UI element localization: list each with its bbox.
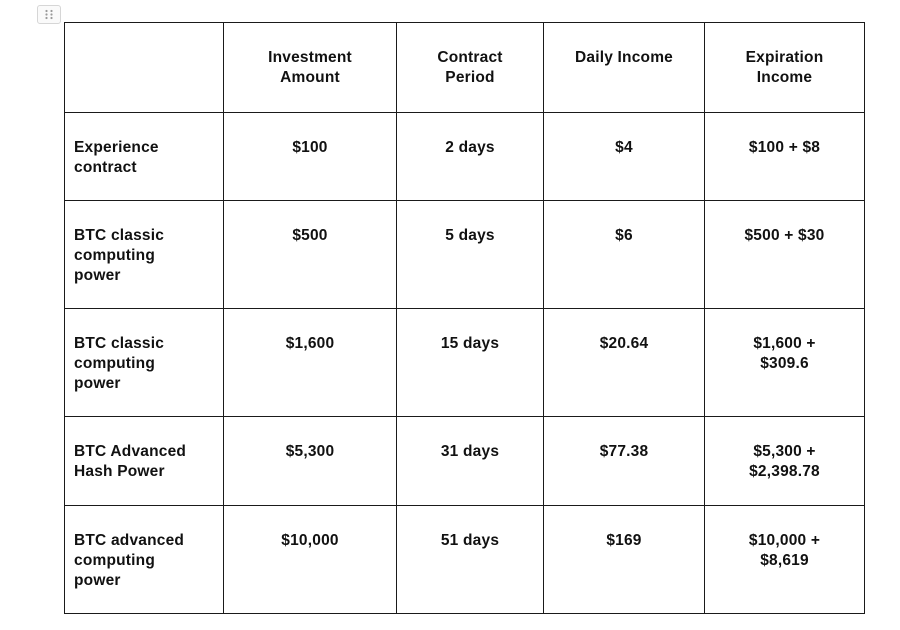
contract-plans-table bbox=[64, 22, 865, 614]
grip-dots-icon bbox=[44, 9, 54, 20]
contract-period-cell: 51 days bbox=[397, 506, 544, 614]
contract-name-cell: Experience contract bbox=[65, 113, 224, 201]
investment-amount-cell: $10,000 bbox=[224, 506, 397, 614]
table-header-row bbox=[65, 23, 865, 113]
header-contract-period: Contract Period bbox=[397, 23, 544, 113]
daily-income-cell: $77.38 bbox=[544, 417, 705, 506]
contract-name-cell: BTC Advanced Hash Power bbox=[65, 417, 224, 506]
daily-income-cell: $20.64 bbox=[544, 309, 705, 417]
header-investment-amount: Investment Amount bbox=[224, 23, 397, 113]
header-daily-income: Daily Income bbox=[544, 23, 705, 113]
investment-amount-cell: $100 bbox=[224, 113, 397, 201]
contract-period-cell: 2 days bbox=[397, 113, 544, 201]
daily-income-cell: $169 bbox=[544, 506, 705, 614]
contract-name-cell: BTC classic computing power bbox=[65, 201, 224, 309]
expiration-income-cell: $100 + $8 bbox=[705, 113, 865, 201]
drag-handle[interactable] bbox=[37, 5, 61, 24]
investment-amount-cell: $1,600 bbox=[224, 309, 397, 417]
table-row bbox=[65, 113, 865, 201]
header-expiration-income: Expiration Income bbox=[705, 23, 865, 113]
expiration-income-cell: $1,600 + $309.6 bbox=[705, 309, 865, 417]
table-row bbox=[65, 201, 865, 309]
contract-name-cell: BTC classic computing power bbox=[65, 309, 224, 417]
contract-period-cell: 5 days bbox=[397, 201, 544, 309]
table-row bbox=[65, 506, 865, 614]
daily-income-cell: $4 bbox=[544, 113, 705, 201]
expiration-income-cell: $5,300 + $2,398.78 bbox=[705, 417, 865, 506]
contract-period-cell: 31 days bbox=[397, 417, 544, 506]
contract-name-cell: BTC advanced computing power bbox=[65, 506, 224, 614]
table-row bbox=[65, 417, 865, 506]
investment-amount-cell: $5,300 bbox=[224, 417, 397, 506]
expiration-income-cell: $500 + $30 bbox=[705, 201, 865, 309]
table-row bbox=[65, 309, 865, 417]
daily-income-cell: $6 bbox=[544, 201, 705, 309]
header-cell-empty bbox=[65, 23, 224, 113]
expiration-income-cell: $10,000 + $8,619 bbox=[705, 506, 865, 614]
contract-period-cell: 15 days bbox=[397, 309, 544, 417]
investment-amount-cell: $500 bbox=[224, 201, 397, 309]
